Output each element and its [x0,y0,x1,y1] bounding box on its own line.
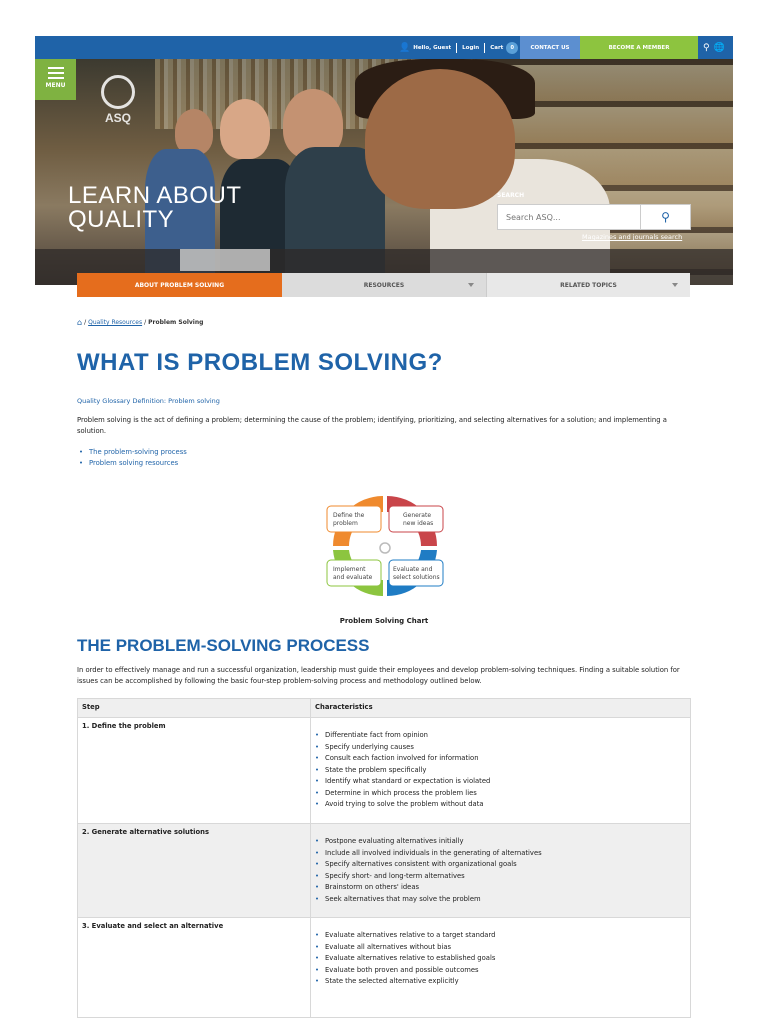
hero-photo-laptop [180,249,270,271]
menu-label: MENU [45,82,66,89]
hero-photo-person [220,99,270,159]
list-item: • Identify what standard or expectation is violated [315,776,686,788]
home-icon[interactable]: ⌂ [77,318,83,327]
search-icon[interactable]: ⚲ [703,42,710,53]
diagram-label: problem [333,520,358,527]
diagram-box-implement [327,560,381,586]
diagram-box-generate [389,506,443,532]
diagram-label: new ideas [403,520,434,527]
characteristics-cell [311,718,691,824]
table-header: Step [78,699,311,718]
step-cell: 3. Evaluate and select an alternative [78,918,311,1018]
list-item: • Postpone evaluating alternatives initially [315,836,686,848]
logo-text: ASQ [104,111,131,125]
step-cell: 1. Define the problem [78,718,311,824]
hero-banner [35,59,733,285]
characteristics-list [315,836,686,905]
intro-paragraph: Problem solving is the act of defining a problem; determining the cause of the problem; identifying, prioritizing, and selecting alternatives for a solution; and implementing a solution. [77,416,667,435]
top-utility-bar [35,36,733,59]
list-item: • Seek alternatives that may solve the problem [315,894,686,906]
characteristics-list [315,930,686,988]
cart-count-badge[interactable]: 0 [506,42,518,54]
diagram-label: and evaluate [333,574,373,581]
table-row [78,824,691,918]
glossary-definition-link[interactable]: Quality Glossary Definition: Problem solving [77,397,220,405]
search-submit-button[interactable] [640,205,690,229]
chevron-down-icon [672,283,678,287]
diagram-label: Evaluate and [393,566,433,573]
hero-title-line1: LEARN ABOUT [68,182,242,209]
breadcrumb-current: Problem Solving [148,319,204,326]
tab-related-topics[interactable] [486,273,690,297]
diagram-box-define [327,506,381,532]
characteristics-list [315,730,686,811]
problem-solving-diagram [323,494,447,598]
list-item: • State the problem specifically [315,765,686,777]
process-paragraph: In order to effectively manage and run a successful organization, leadership must guide their employees and develop problem-solving techniques. Finding a suitable solution for issues can be accomplished by following the basic four-step problem-solving process and methodology outlined below. [77,666,680,685]
separator [456,43,457,53]
table-header: Characteristics [311,699,691,718]
list-item: • Evaluate alternatives relative to established goals [315,953,686,965]
contact-us-button[interactable]: CONTACT US [520,36,580,59]
breadcrumb-separator: / [84,319,87,326]
asq-logo[interactable] [98,75,138,135]
list-item: • Evaluate alternatives relative to a target standard [315,930,686,942]
separator [484,43,485,53]
logo-q-mark [101,75,135,109]
characteristics-cell [311,824,691,918]
login-link[interactable]: Login [462,44,480,51]
hero-title [68,184,242,232]
tab-label: RESOURCES [363,281,405,289]
list-item: • Include all involved individuals in the generating of alternatives [315,848,686,860]
list-item: • Specify alternatives consistent with organizational goals [315,859,686,871]
journals-search-link[interactable]: Magazines and journals search [582,233,683,241]
list-item: • Determine in which process the problem lies [315,788,686,800]
hero-photo-person [365,69,515,209]
list-item: • Specify underlying causes [315,742,686,754]
cart-link[interactable]: Cart [490,44,504,51]
search-form [497,204,691,230]
cycle-arrow-icon [380,543,390,553]
diagram-box-evaluate [389,560,443,586]
breadcrumb-link-quality-resources[interactable]: Quality Resources [88,319,143,326]
table-row [78,718,691,824]
chevron-down-icon [468,283,474,287]
diagram-label: select solutions [393,574,440,581]
anchor-links [77,448,187,470]
search-input[interactable] [498,205,640,229]
hamburger-icon [48,67,64,79]
search-icon: ⚲ [661,210,670,224]
breadcrumb-separator: / [144,319,147,326]
tab-label: RELATED TOPICS [560,281,617,289]
user-area [399,36,518,59]
list-item: • Avoid trying to solve the problem without data [315,799,686,811]
table-row [78,918,691,1018]
hero-title-line2: QUALITY [68,206,175,233]
section-title: THE PROBLEM-SOLVING PROCESS [77,636,370,655]
process-steps-table [77,698,691,1018]
list-item: • Evaluate both proven and possible outcomes [315,965,686,977]
page-title: WHAT IS PROBLEM SOLVING? [77,349,443,376]
list-item: • Specify short- and long-term alternatives [315,871,686,883]
section-nav [77,273,690,297]
globe-icon[interactable]: 🌐 [713,42,725,53]
user-icon: 👤 [399,42,411,53]
list-item: • Differentiate fact from opinion [315,730,686,742]
anchor-link-resources[interactable]: • Problem solving resources [77,459,187,467]
list-item: • Evaluate all alternatives without bias [315,942,686,954]
greeting-text: Hello, Guest [413,44,452,51]
list-item: • Brainstorm on others' ideas [315,882,686,894]
diagram-caption: Problem Solving Chart [339,617,429,625]
diagram-label: Define the [333,512,365,519]
tab-about-problem-solving[interactable] [77,273,282,297]
diagram-label: Generate [403,512,432,519]
tab-label: ABOUT PROBLEM SOLVING [134,281,225,289]
search-label: SEARCH [497,192,525,199]
anchor-link-process[interactable]: • The problem-solving process [77,448,187,456]
table-header-row [78,699,691,718]
list-item: • State the selected alternative explicitly [315,976,686,988]
step-cell: 2. Generate alternative solutions [78,824,311,918]
diagram-label: Implement [333,566,366,573]
become-member-button[interactable]: BECOME A MEMBER [580,36,698,59]
characteristics-cell [311,918,691,1018]
top-tools [703,36,725,59]
breadcrumb [77,318,203,327]
tab-resources[interactable] [282,273,486,297]
list-item: • Consult each faction involved for information [315,753,686,765]
menu-button[interactable] [35,59,76,100]
